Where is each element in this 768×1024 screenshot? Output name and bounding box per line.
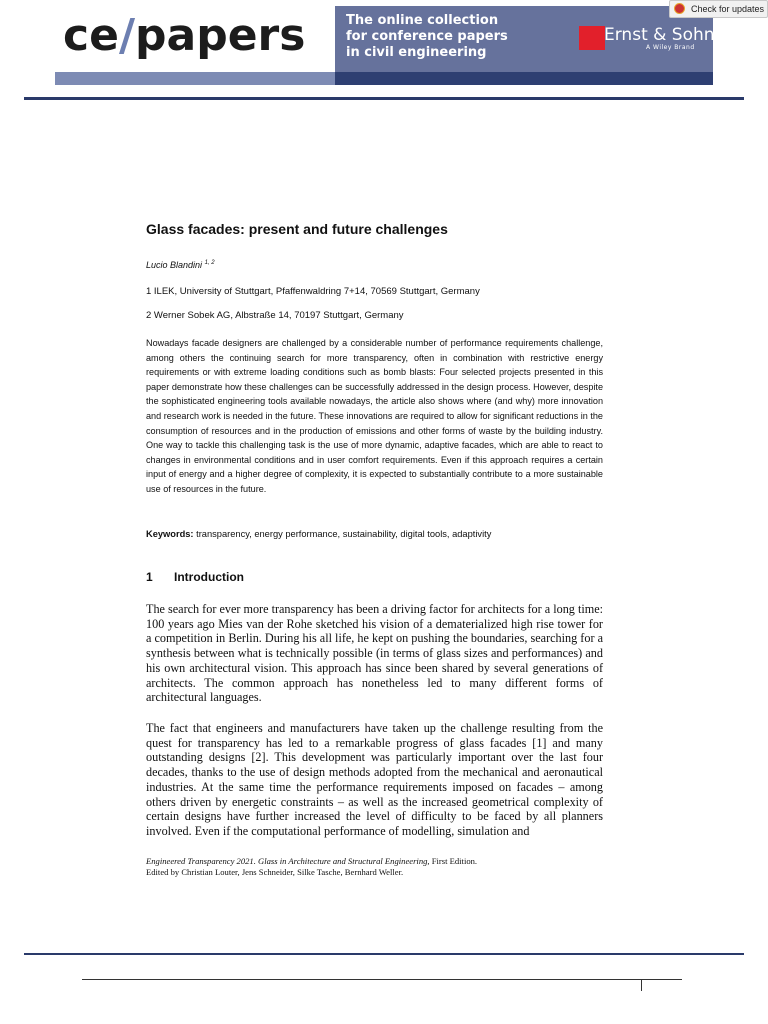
logo-ce: ce <box>63 10 119 61</box>
publisher-logo-square <box>579 26 605 50</box>
paper-title: Glass facades: present and future challenges <box>146 221 448 237</box>
footnote-line-1 <box>146 856 603 867</box>
section-heading <box>146 569 603 585</box>
affiliation-1: 1 ILEK, University of Stuttgart, Pfaffenwaldring 7+14, 70569 Stuttgart, Germany <box>146 286 480 297</box>
keywords <box>146 527 603 541</box>
keywords-list: transparency, energy performance, sustainability, digital tools, adaptivity <box>196 529 492 539</box>
tagline <box>346 13 546 61</box>
footer-divider <box>24 953 744 955</box>
check-for-updates-label: Check for updates <box>691 4 765 14</box>
footnote-edition: First Edition. <box>429 856 478 866</box>
body-paragraph-1: The search for ever more transparency has been a driving factor for architects for a long time: 100 years ago Mies van der Rohe sketched his vision of a dematerialized high rise tower for a competition in Berlin. During his all life, he kept on pushing the boundaries, searching for a synthesis between what is technically possible (in terms of glass sizes and performances) and his own architectural vision. This approach has since been shared by several generations of architects. The common approach has nonetheless led to many different forms of architectural languages. <box>146 602 603 705</box>
ce-papers-logo <box>63 8 305 64</box>
logo-papers: papers <box>135 10 306 61</box>
footer-thin-rule <box>82 979 682 980</box>
footnote-line-2: Edited by Christian Louter, Jens Schneider, Silke Tasche, Bernhard Weller. <box>146 867 404 877</box>
author-affiliation-marks: 1, 2 <box>204 260 215 266</box>
publisher-subtitle: A Wiley Brand <box>646 44 695 51</box>
header-strip-right <box>335 72 713 85</box>
logo-slash: / <box>118 10 136 61</box>
keywords-label: Keywords: <box>146 529 194 539</box>
body-paragraph-2: The fact that engineers and manufacturers have taken up the challenge resulting from the quest for transparency has led to a remarkable progress of glass facades [1] and many outstanding designs [2]. This development was particularly important over the last four decades, thanks to the use of design methods adopted from the mechanical and aeronautical industries. At the same time the performance requirements imposed on facades – among others driven by energetic constraints – as well as the increased geometrical complexity of certain designs have further increased the level of difficulty to be faced by all planners involved. Even if the computational performance of modelling, simulation and <box>146 721 603 838</box>
section-title: Introduction <box>174 570 244 584</box>
publisher-name: Ernst & Sohn <box>604 25 715 45</box>
author-name: Lucio Blandini <box>146 260 203 270</box>
header-divider <box>24 97 744 100</box>
tagline-line-2: for conference papers <box>346 29 508 44</box>
crossmark-icon <box>674 3 685 14</box>
section-number: 1 <box>146 570 153 584</box>
check-for-updates-button[interactable] <box>669 0 768 18</box>
tagline-line-3: in civil engineering <box>346 45 487 60</box>
abstract: Nowadays facade designers are challenged by a considerable number of performance requirements challenge, among others the continuing search for more transparency, often in combination with restrictive energy requirements or with extreme loading conditions such as bomb blasts: Four selected projects presented in this paper demonstrate how these challenges can be successfully addressed in the design process. However, despite the sophisticated engineering tools available nowadays, the article also shows where (and why) more innovation and research work is needed in the future. These innovations are required to allow for significant reductions in the consumption of resources and in the production of emissions and other forms of waste by the building industry. One way to tackle this challenging task is the use of more dynamic, adaptive facades, which are able to react to changes in environmental conditions and in user comfort requirements. Even if this approach requires a certain input of energy and a higher degree of complexity, it is expected to substantially contribute to a more sustainable use of resources in the future. <box>146 338 603 494</box>
author-line <box>146 256 603 272</box>
tagline-line-1: The online collection <box>346 13 499 28</box>
footer-tick-mark <box>641 979 642 991</box>
footnote-book-title: Engineered Transparency 2021. Glass in Architecture and Structural Engineering, <box>146 856 430 866</box>
affiliation-2: 2 Werner Sobek AG, Albstraße 14, 70197 Stuttgart, Germany <box>146 310 404 321</box>
footnote <box>146 856 603 878</box>
